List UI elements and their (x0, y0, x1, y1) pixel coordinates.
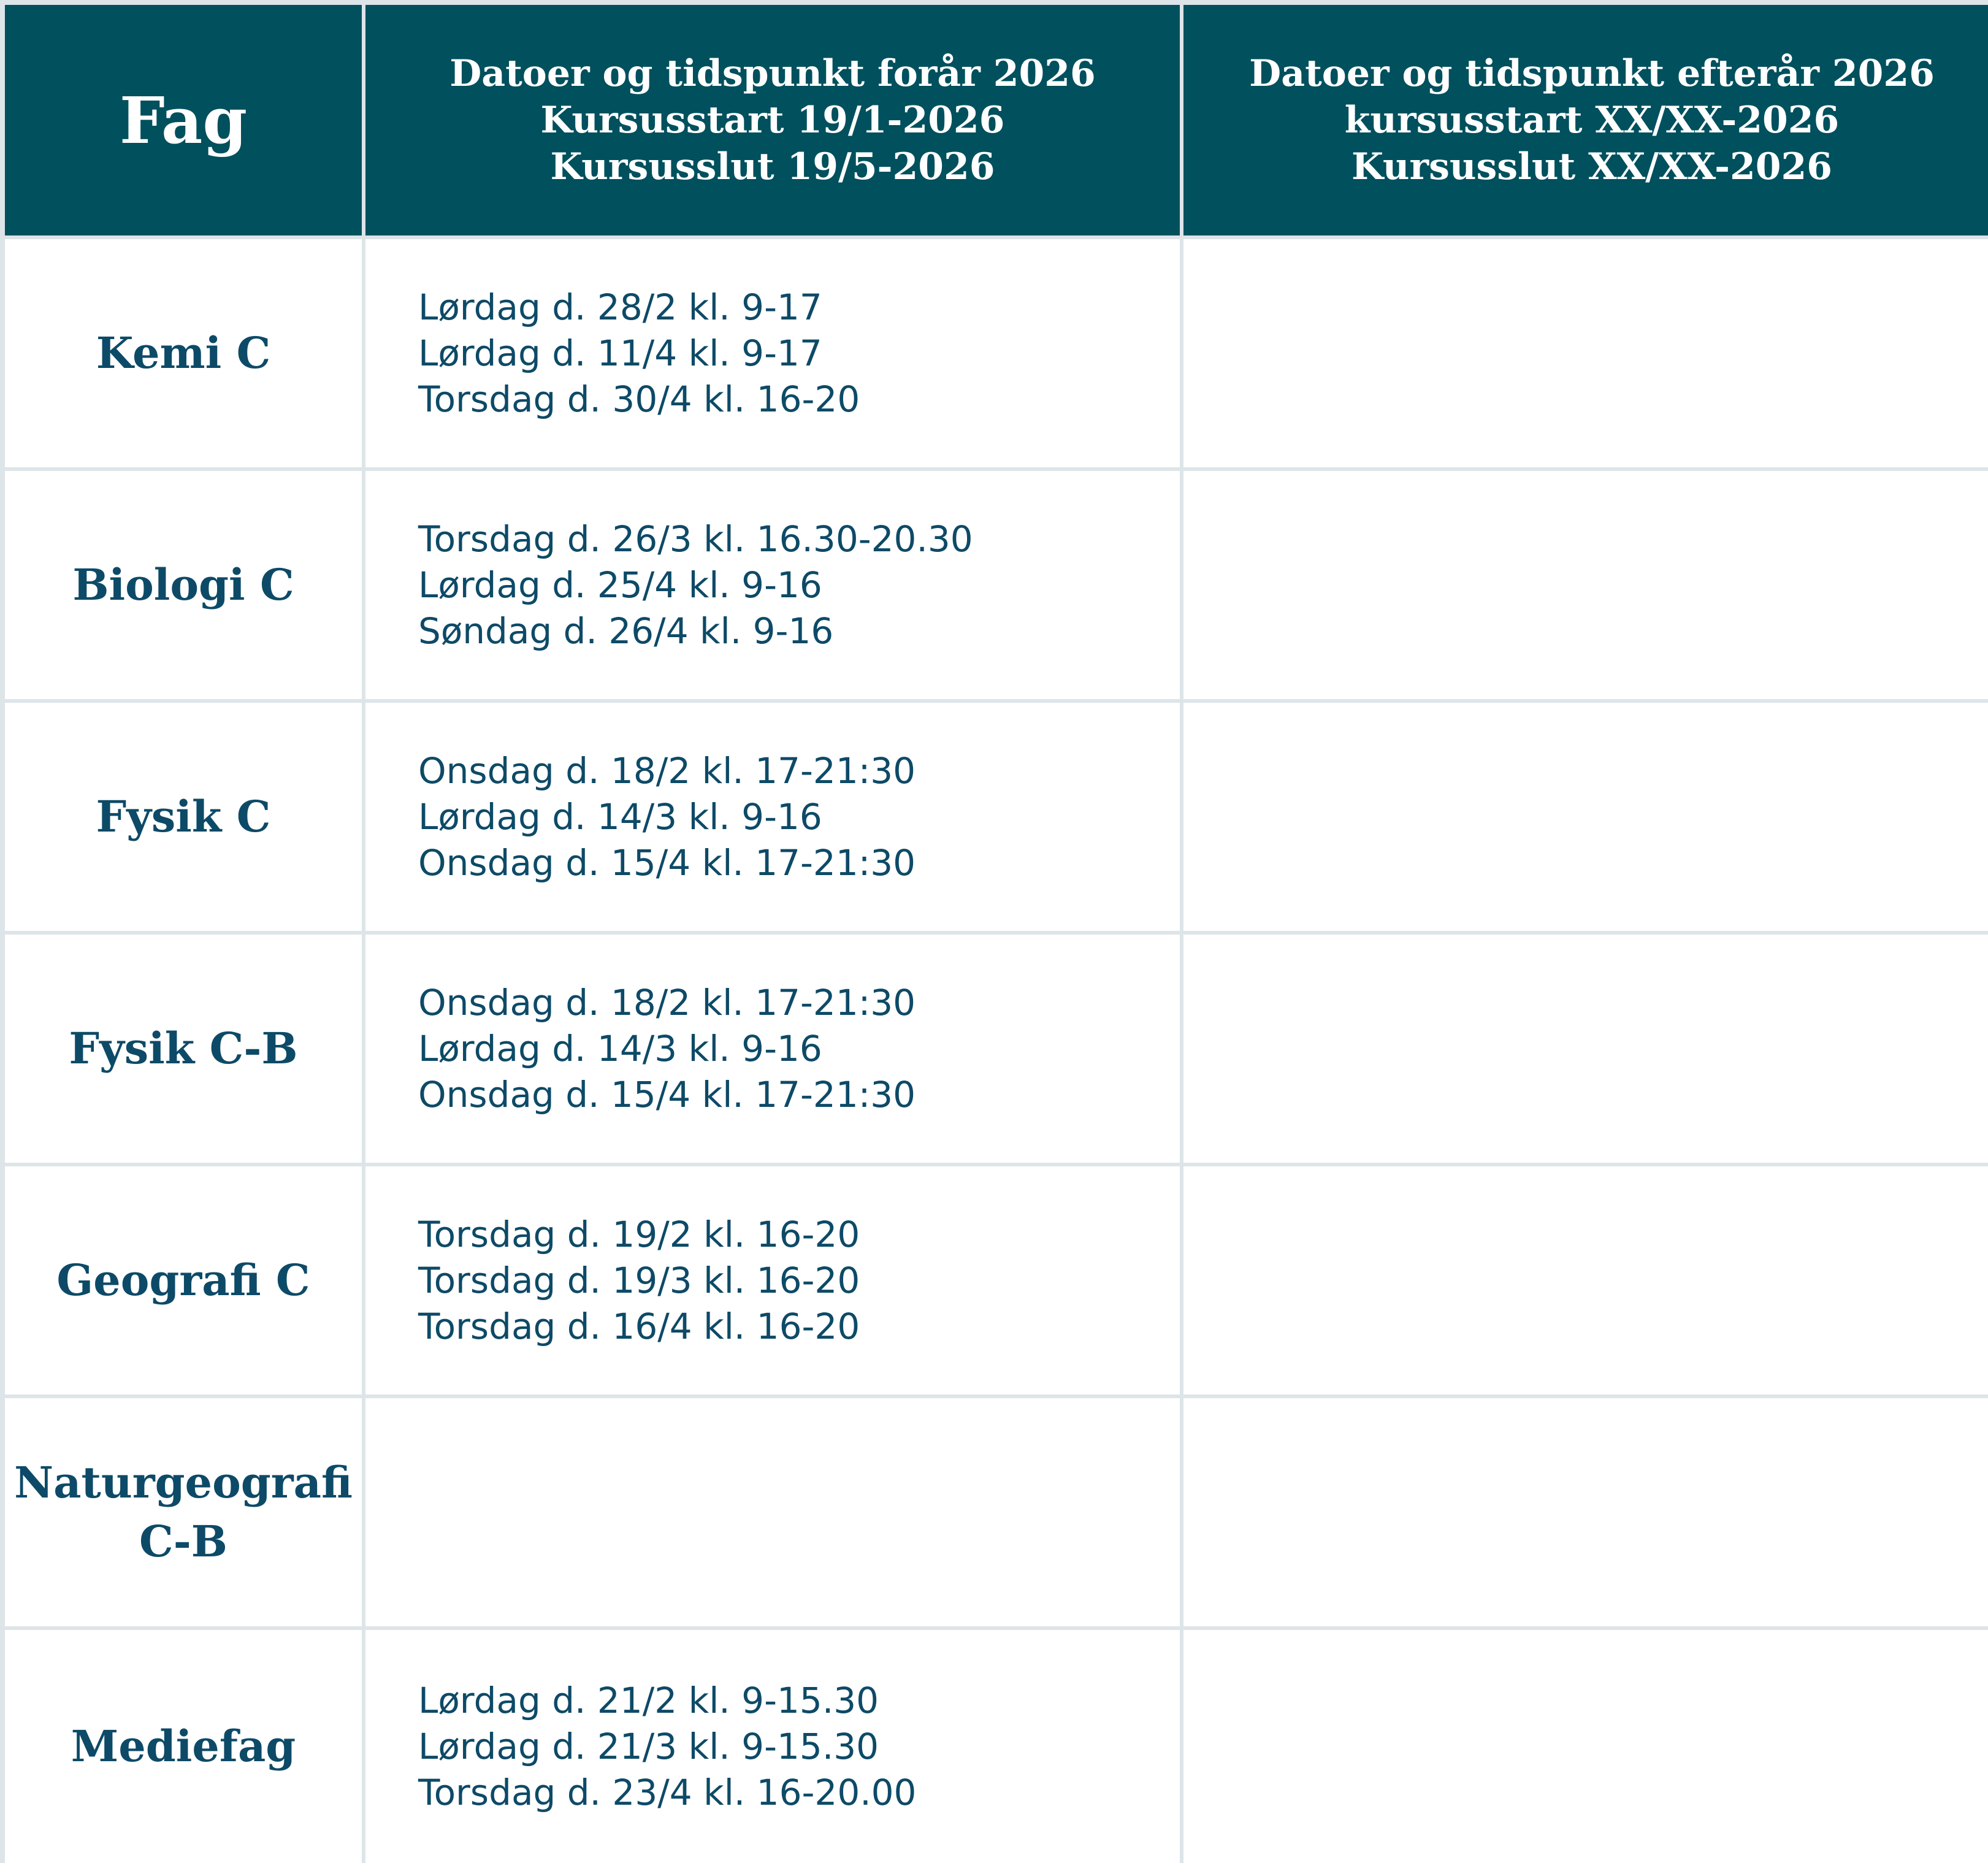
autumn-dates-cell (1183, 703, 1988, 931)
spring-dates-cell (365, 1630, 1180, 1863)
subject-name: Fysik C-B (69, 1023, 298, 1074)
spring-dates-cell (365, 1398, 1180, 1626)
date-entry: Søndag d. 26/4 kl. 9-16 (418, 610, 834, 652)
subject-cell (5, 471, 362, 699)
header-spring-title: Datoer og tidspunkt forår 2026 (449, 52, 1096, 95)
date-entry: Lørdag d. 21/2 kl. 9-15.30 (418, 1679, 879, 1721)
date-entry: Onsdag d. 15/4 kl. 17-21:30 (418, 841, 916, 884)
date-entry: Torsdag d. 30/4 kl. 16-20 (418, 378, 860, 420)
date-entry: Onsdag d. 15/4 kl. 17-21:30 (418, 1073, 916, 1115)
date-entry: Lørdag d. 25/4 kl. 9-16 (418, 564, 822, 606)
header-autumn-start: kursusstart XX/XX-2026 (1344, 99, 1840, 142)
header-spring-end: Kursusslut 19/5-2026 (550, 145, 995, 188)
header-autumn-end: Kursusslut XX/XX-2026 (1351, 145, 1832, 188)
spring-dates-cell (365, 471, 1180, 699)
date-entry: Onsdag d. 18/2 kl. 17-21:30 (418, 981, 916, 1023)
date-entry: Lørdag d. 14/3 kl. 9-16 (418, 795, 822, 838)
date-entry: Onsdag d. 18/2 kl. 17-21:30 (418, 749, 916, 792)
autumn-dates-cell (1183, 1166, 1988, 1394)
subject-name: Mediefag (71, 1721, 296, 1772)
date-entry: Torsdag d. 26/3 kl. 16.30-20.30 (418, 518, 973, 560)
subject-cell (5, 1166, 362, 1394)
date-entry: Torsdag d. 19/3 kl. 16-20 (418, 1259, 860, 1301)
subject-name: Geografi C (56, 1255, 310, 1306)
autumn-dates-cell (1183, 935, 1988, 1163)
header-spring (365, 5, 1180, 235)
subject-cell (5, 239, 362, 467)
header-subject-label: Fag (119, 82, 248, 158)
autumn-dates-cell (1183, 1630, 1988, 1863)
subject-name: Fysik C (96, 791, 271, 842)
subject-name: Biologi C (72, 559, 294, 610)
subject-name: Kemi C (96, 327, 271, 378)
subject-cell (5, 1630, 362, 1863)
autumn-dates-cell (1183, 1398, 1988, 1626)
date-entry: Lørdag d. 14/3 kl. 9-16 (418, 1027, 822, 1069)
date-entry: Lørdag d. 11/4 kl. 9-17 (418, 332, 822, 374)
header-autumn-title: Datoer og tidspunkt efterår 2026 (1249, 52, 1935, 95)
autumn-dates-cell (1183, 239, 1988, 467)
header-spring-start: Kursusstart 19/1-2026 (540, 99, 1005, 142)
autumn-dates-cell (1183, 471, 1988, 699)
date-entry: Lørdag d. 21/3 kl. 9-15.30 (418, 1725, 879, 1767)
header-subject (5, 5, 362, 235)
subject-cell (5, 935, 362, 1163)
date-entry: Torsdag d. 16/4 kl. 16-20 (418, 1305, 860, 1347)
subject-name: C-B (139, 1516, 227, 1567)
date-entry: Torsdag d. 23/4 kl. 16-20.00 (418, 1771, 917, 1813)
spring-dates-cell (365, 935, 1180, 1163)
subject-cell (5, 703, 362, 931)
subject-cell (5, 1398, 362, 1626)
subject-name: Naturgeografi (14, 1457, 353, 1508)
spring-dates-cell (365, 703, 1180, 931)
header-autumn (1183, 5, 1988, 235)
date-entry: Torsdag d. 19/2 kl. 16-20 (418, 1213, 860, 1255)
spring-dates-cell (365, 239, 1180, 467)
date-entry: Lørdag d. 28/2 kl. 9-17 (418, 286, 822, 328)
spring-dates-cell (365, 1166, 1180, 1394)
